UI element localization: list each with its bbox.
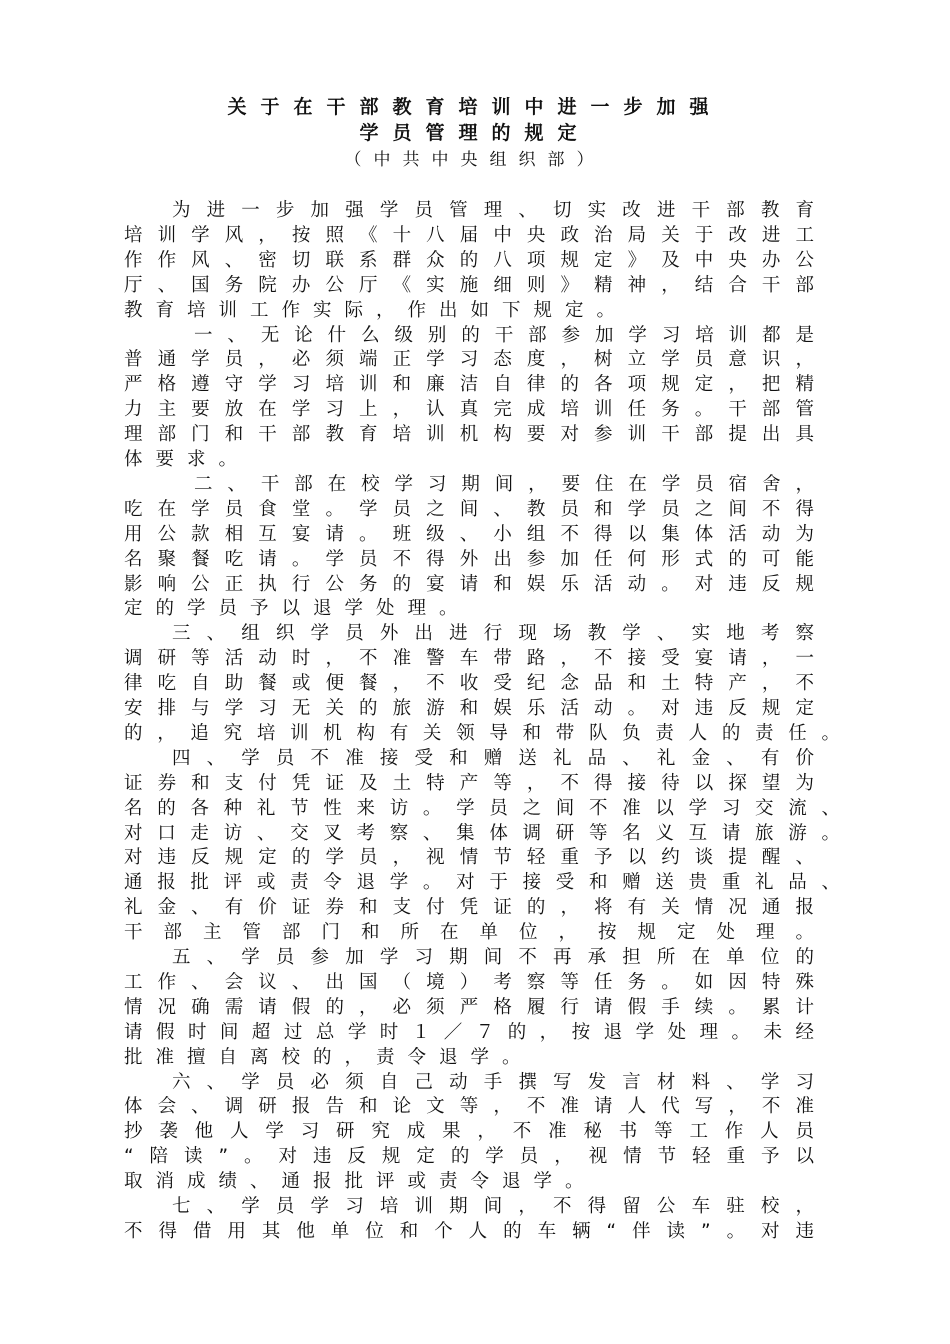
body-line: 六、学员必须自己动手撰写发言材料、学习	[172, 1071, 814, 1093]
body-line: 普通学员，必须端正学习态度，树立学员意识，	[124, 349, 814, 371]
body-line: 理部门和干部教育培训机构要对参训干部提出具	[124, 424, 814, 446]
body-line: 情况确需请假的，必须严格履行请假手续。累计	[124, 996, 814, 1018]
body-line: 批准擅自离校的，责令退学。	[124, 1046, 534, 1068]
body-line: 对违反规定的学员，视情节轻重予以约谈提醒、	[124, 847, 814, 869]
body-line: 作作风、密切联系群众的八项规定》及中央办公	[124, 249, 814, 271]
body-line: 调研等活动时，不准警车带路，不接受宴请，一	[124, 648, 814, 670]
body-line: 对口走访、交叉考察、集体调研等名义互请旅游。	[124, 822, 840, 844]
body-line: 通报批评或责令退学。对于接受和赠送贵重礼品、	[124, 872, 840, 894]
body-line: 教育培训工作实际，作出如下规定。	[124, 299, 629, 321]
body-line: 抄袭他人学习研究成果，不准秘书等工作人员	[124, 1121, 814, 1143]
body-line: 用公款相互宴请。班级、小组不得以集体活动为	[124, 523, 814, 545]
body-line: 体要求。	[124, 449, 251, 470]
body-line: 二、干部在校学习期间，要住在学员宿舍，	[194, 473, 814, 495]
body-line: 定的学员予以退学处理。	[124, 598, 471, 620]
body-line: 取消成绩、通报批评或责令退学。	[124, 1171, 597, 1193]
body-line: 吃在学员食堂。学员之间、教员和学员之间不得	[124, 498, 814, 520]
body-line: 干部主管部门和所在单位，按规定处理。	[124, 922, 814, 944]
body-line: 的，追究培训机构有关领导和带队负责人的责任。	[124, 722, 840, 744]
body-line: 厅、国务院办公厅《实施细则》精神，结合干部	[124, 274, 814, 296]
body-line: 体会、调研报告和论文等，不准请人代写，不准	[124, 1096, 814, 1118]
body-line: 请假时间超过总学时１／７的，按退学处理。未经	[124, 1021, 814, 1043]
body-line: 三、组织学员外出进行现场教学、实地考察	[172, 623, 814, 645]
body-line: 名聚餐吃请。学员不得外出参加任何形式的可能	[124, 548, 814, 570]
document-title-line-2: 学员管理的规定	[359, 122, 591, 144]
body-line: 安排与学习无关的旅游和娱乐活动。对违反规定	[124, 698, 814, 719]
body-line: 培训学风，按照《十八届中央政治局关于改进工	[124, 224, 814, 246]
body-line: 名的各种礼节性来访。学员之间不准以学习交流、	[124, 797, 840, 819]
body-line: 五、学员参加学习期间不再承担所在单位的	[172, 947, 814, 968]
document-issuer: （中共中央组织部）	[344, 150, 606, 170]
body-line: 证券和支付凭证及土特产等，不得接待以探望为	[124, 772, 814, 794]
body-line: 四、学员不准接受和赠送礼品、礼金、有价	[172, 747, 814, 769]
body-line: 严格遵守学习培训和廉洁自律的各项规定，把精	[124, 374, 814, 396]
body-line: 影响公正执行公务的宴请和娱乐活动。对违反规	[124, 573, 814, 595]
body-line: 律吃自助餐或便餐，不收受纪念品和土特产，不	[124, 673, 814, 695]
body-line: 礼金、有价证券和支付凭证的，将有关情况通报	[124, 897, 814, 919]
body-line: 一、无论什么级别的干部参加学习培训都是	[194, 324, 814, 346]
document-title-line-1: 关于在干部教育培训中进一步加强	[227, 96, 723, 118]
body-line: 力主要放在学习上，认真完成培训任务。干部管	[124, 399, 814, 421]
body-line: 不得借用其他单位和个人的车辆“伴读”。对违	[124, 1220, 814, 1242]
body-line: 工作、会议、出国（境）考察等任务。如因特殊	[124, 971, 814, 993]
body-line: 七、学员学习培训期间，不得留公车驻校，	[172, 1196, 814, 1217]
body-line: “陪读”。对违反规定的学员，视情节轻重予以	[124, 1146, 814, 1168]
body-line: 为进一步加强学员管理、切实改进干部教育	[172, 200, 814, 221]
